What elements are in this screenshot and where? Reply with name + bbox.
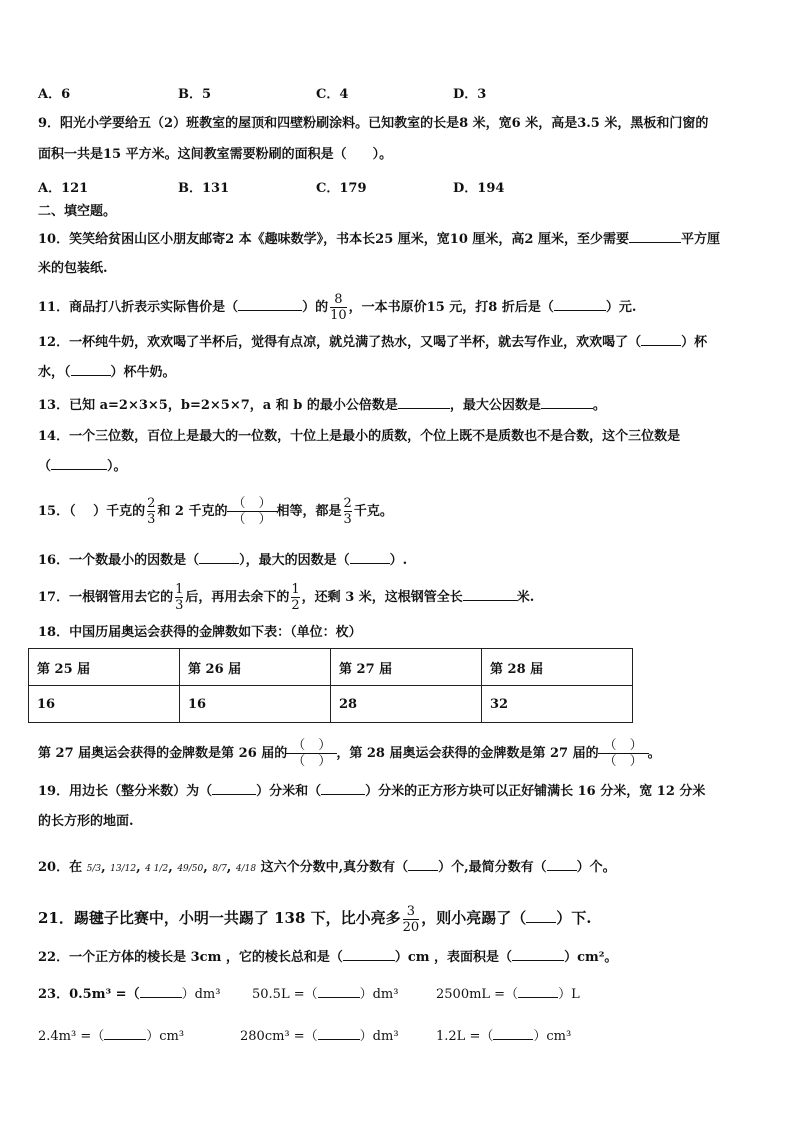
- q13-blank-2[interactable]: [541, 396, 593, 409]
- q17-blank[interactable]: [463, 588, 517, 601]
- q22-text-c: ）cm²。: [564, 950, 618, 965]
- table-cell: 32: [482, 686, 633, 723]
- q12-blank-1[interactable]: [641, 333, 681, 346]
- q22: [38, 948, 617, 967]
- q12-text-b: ）杯: [681, 335, 708, 350]
- q12-line2: [38, 363, 176, 382]
- q18-text-c: 。: [647, 746, 661, 761]
- q13: [38, 396, 606, 415]
- q23-item: [252, 985, 398, 1004]
- q23-blank[interactable]: [318, 985, 360, 998]
- q17-fraction-1: $\frac{1}{3}$: [175, 582, 184, 613]
- q14-blank[interactable]: [51, 457, 107, 470]
- q16-blank-2[interactable]: [350, 551, 390, 564]
- q15-text-c: 相等，都是: [276, 504, 342, 519]
- q21: [38, 898, 591, 938]
- table-header-cell: 第 27 届: [331, 649, 482, 686]
- q16-text-b: ），最大的因数是（: [239, 553, 350, 568]
- q21-text-b: ，则小亮踢了（: [421, 909, 527, 927]
- q23-unit: ）dm³: [359, 1029, 399, 1044]
- q18-title: 18．中国历届奥运会获得的金牌数如下表：（单位：枚）: [38, 625, 362, 640]
- q17-text-b: 后，再用去余下的: [185, 590, 290, 605]
- q20-blank-1[interactable]: [408, 858, 438, 871]
- q12-text-a: 12．一杯纯牛奶，欢欢喝了半杯后，觉得有点凉，就兑满了热水，又喝了半杯，就去写作业，欢欢喝了（: [38, 335, 642, 350]
- q19-line2: 的长方形的地面.: [38, 814, 134, 829]
- q18-text-b: ，第 28 届奥运会获得的金牌数是第 27 届的: [336, 746, 599, 761]
- q23-unit: ）dm³: [181, 987, 221, 1002]
- q11-blank-1[interactable]: [238, 298, 302, 311]
- q17-text-c: ，还剩 3 米，这根钢管全长: [301, 590, 463, 605]
- q19-text-b: ）分米和（: [256, 784, 322, 799]
- q23-blank[interactable]: [104, 1027, 146, 1040]
- q19-text-c: ）分米的正方形方块可以正好铺满长 16 分米，宽 12 分米: [365, 784, 706, 799]
- q9-option-d: D．194: [453, 181, 505, 196]
- q17: [38, 578, 534, 618]
- q18-fraction-blank-1[interactable]: $\frac{( )}{( )}$: [289, 739, 334, 768]
- q17-text-a: 17．一根钢管用去它的: [38, 590, 174, 605]
- table-cell: 16: [29, 686, 180, 723]
- q20-text-c: ）个,最简分数有（: [438, 860, 547, 875]
- q8-option-b: B．5: [178, 87, 212, 102]
- table-cell: 16: [180, 686, 331, 723]
- q23-unit: ）cm³: [533, 1029, 572, 1044]
- q23-item: [436, 985, 580, 1004]
- q16-text-a: 16．一个数最小的因数是（: [38, 553, 200, 568]
- q18-question: [38, 734, 661, 774]
- q20-fraction: 13/12: [110, 864, 137, 874]
- q21-fraction: $\frac{3}{20}$: [402, 903, 420, 935]
- q15-fraction-blank[interactable]: $\frac{( )}{( )}$: [230, 497, 275, 526]
- table-header-cell: 第 25 届: [29, 649, 180, 686]
- q11-fraction: $\frac{8}{10}$: [330, 292, 347, 323]
- q15-fraction-2: $\frac{2}{3}$: [343, 496, 352, 527]
- q12-text-d: ）杯牛奶。: [110, 365, 176, 380]
- q13-text-c: 。: [592, 398, 606, 413]
- q23-blank[interactable]: [140, 985, 182, 998]
- q15-text-b: 和 2 千克的: [157, 504, 228, 519]
- q19-line1: [38, 782, 705, 801]
- q20-fraction: 49/50: [177, 864, 204, 874]
- q11-blank-2[interactable]: [554, 298, 606, 311]
- q22-blank-2[interactable]: [512, 948, 564, 961]
- q10-blank[interactable]: [629, 230, 681, 243]
- q10-text-b: 平方厘: [680, 232, 720, 247]
- q12-text-c: 水，（: [38, 365, 71, 380]
- q11: [38, 292, 636, 324]
- q21-text-a: 21．踢毽子比赛中，小明一共踢了 138 下，比小亮多: [38, 909, 401, 927]
- q23-text: 280cm³ =（: [240, 1029, 318, 1044]
- q11-text-d: ）元.: [605, 300, 637, 315]
- q13-text-a: 13．已知 a=2×3×5，b=2×5×7，a 和 b 的最小公倍数是: [38, 398, 398, 413]
- q9-line2: 面积一共是15 平方米。这间教室需要粉刷的面积是（ ）。: [38, 147, 393, 162]
- q23-item: [240, 1027, 399, 1046]
- q13-blank-1[interactable]: [398, 396, 450, 409]
- q20: 20．在 5/3, 13/12, 4 1/2, 49/50, 8/7, 4/18 这六个分数中,真分数有（ ）个,最简分数有（ ）个。: [38, 860, 616, 875]
- q18-fraction-blank-2[interactable]: $\frac{( )}{( )}$: [601, 739, 646, 768]
- q23-blank[interactable]: [518, 985, 558, 998]
- q9-option-c: C．179: [316, 181, 367, 196]
- q23-unit: ）cm³: [146, 1029, 185, 1044]
- q9-option-b: B．131: [178, 181, 230, 196]
- q17-text-d: 米.: [516, 590, 535, 605]
- q16: [38, 551, 407, 570]
- q22-text-a: 22．一个正方体的棱长是 3cm ，它的棱长总和是（: [38, 950, 343, 965]
- q20-fraction: 4/18: [235, 864, 257, 874]
- q11-text-a: 11．商品打八折表示实际售价是（: [38, 300, 239, 315]
- q15: [38, 492, 393, 532]
- q15-fraction-1: $\frac{2}{3}$: [147, 496, 156, 527]
- q23-blank[interactable]: [493, 1027, 533, 1040]
- q23-item: [38, 1027, 184, 1046]
- q23-text: 23．0.5m³ =（: [38, 987, 140, 1002]
- q21-text-c: ）下.: [556, 909, 592, 927]
- q11-text-c: ，一本书原价15 元，打8 折后是（: [348, 300, 554, 315]
- table-header-cell: 第 28 届: [482, 649, 633, 686]
- q15-text-d: 千克。: [353, 504, 393, 519]
- q20-text-b: 这六个分数中,真分数有（: [260, 860, 409, 875]
- q10-line2: 米的包装纸.: [38, 261, 108, 276]
- q13-text-b: ，最大公因数是: [449, 398, 541, 413]
- q20-text-d: ）个。: [576, 860, 616, 875]
- q12-line1: [38, 333, 707, 352]
- q10-line1: [38, 230, 720, 249]
- q20-fraction: 8/7: [212, 864, 227, 874]
- q23-text: 2500mL =（: [436, 987, 519, 1002]
- q8-option-d: D．3: [453, 87, 487, 102]
- q22-text-b: ）cm ，表面积是（: [394, 950, 513, 965]
- q23-text: 2.4m³ =（: [38, 1029, 105, 1044]
- q16-blank-1[interactable]: [199, 551, 239, 564]
- q8-option-a: A．6: [38, 87, 71, 102]
- q8-option-c: C．4: [316, 87, 349, 102]
- q17-fraction-2: $\frac{1}{2}$: [291, 582, 300, 613]
- q18-text-a: 第 27 届奥运会获得的金牌数是第 26 届的: [38, 746, 288, 761]
- q20-blank-2[interactable]: [547, 858, 577, 871]
- table-header-cell: 第 26 届: [180, 649, 331, 686]
- q23-text: 1.2L =（: [436, 1029, 494, 1044]
- q20-fraction: 4 1/2: [145, 864, 169, 874]
- q23-item: [436, 1027, 571, 1046]
- q23-unit: ）L: [558, 987, 580, 1002]
- q9-option-a: A．121: [38, 181, 89, 196]
- table-row: [29, 686, 633, 723]
- table-header-row: [29, 649, 633, 686]
- q14-line1: 14．一个三位数，百位上是最大的一位数，十位上是最小的质数，个位上既不是质数也不是合数，这个三位数是: [38, 429, 681, 444]
- q23-item: [38, 985, 220, 1004]
- q23-blank[interactable]: [318, 1027, 360, 1040]
- q10-text-a: 10．笑笑给贫困山区小朋友邮寄2 本《趣味数学》，书本长25 厘米，宽10 厘米，高2 厘米，至少需要: [38, 232, 629, 247]
- q14-line2: [38, 457, 127, 476]
- q14-text-a: （: [38, 459, 52, 474]
- q19-blank-1[interactable]: [212, 782, 256, 795]
- q14-text-b: ）。: [107, 459, 127, 474]
- medal-table: [28, 648, 633, 723]
- q9-line1: 9．阳光小学要给五（2）班教室的屋顶和四壁粉刷涂料。已知教室的长是8 米，宽6 米，高是3.5 米，黑板和门窗的: [38, 116, 709, 131]
- q11-text-b: ）的: [302, 300, 329, 315]
- q21-blank[interactable]: [526, 910, 556, 923]
- q16-text-c: ）.: [389, 553, 408, 568]
- q19-text-a: 19．用边长（整分米数）为（: [38, 784, 213, 799]
- section-heading: 二、填空题。: [38, 204, 117, 219]
- q20-fraction: 5/3: [86, 864, 102, 874]
- q20-text-a: 20．在: [38, 860, 83, 875]
- q12-blank-2[interactable]: [71, 363, 111, 376]
- q23-text: 50.5L =（: [252, 987, 318, 1002]
- q19-blank-2[interactable]: [321, 782, 365, 795]
- table-cell: 28: [331, 686, 482, 723]
- q23-unit: ）dm³: [359, 987, 399, 1002]
- q15-text-a: 15．（ ）千克的: [38, 504, 146, 519]
- q22-blank-1[interactable]: [343, 948, 395, 961]
